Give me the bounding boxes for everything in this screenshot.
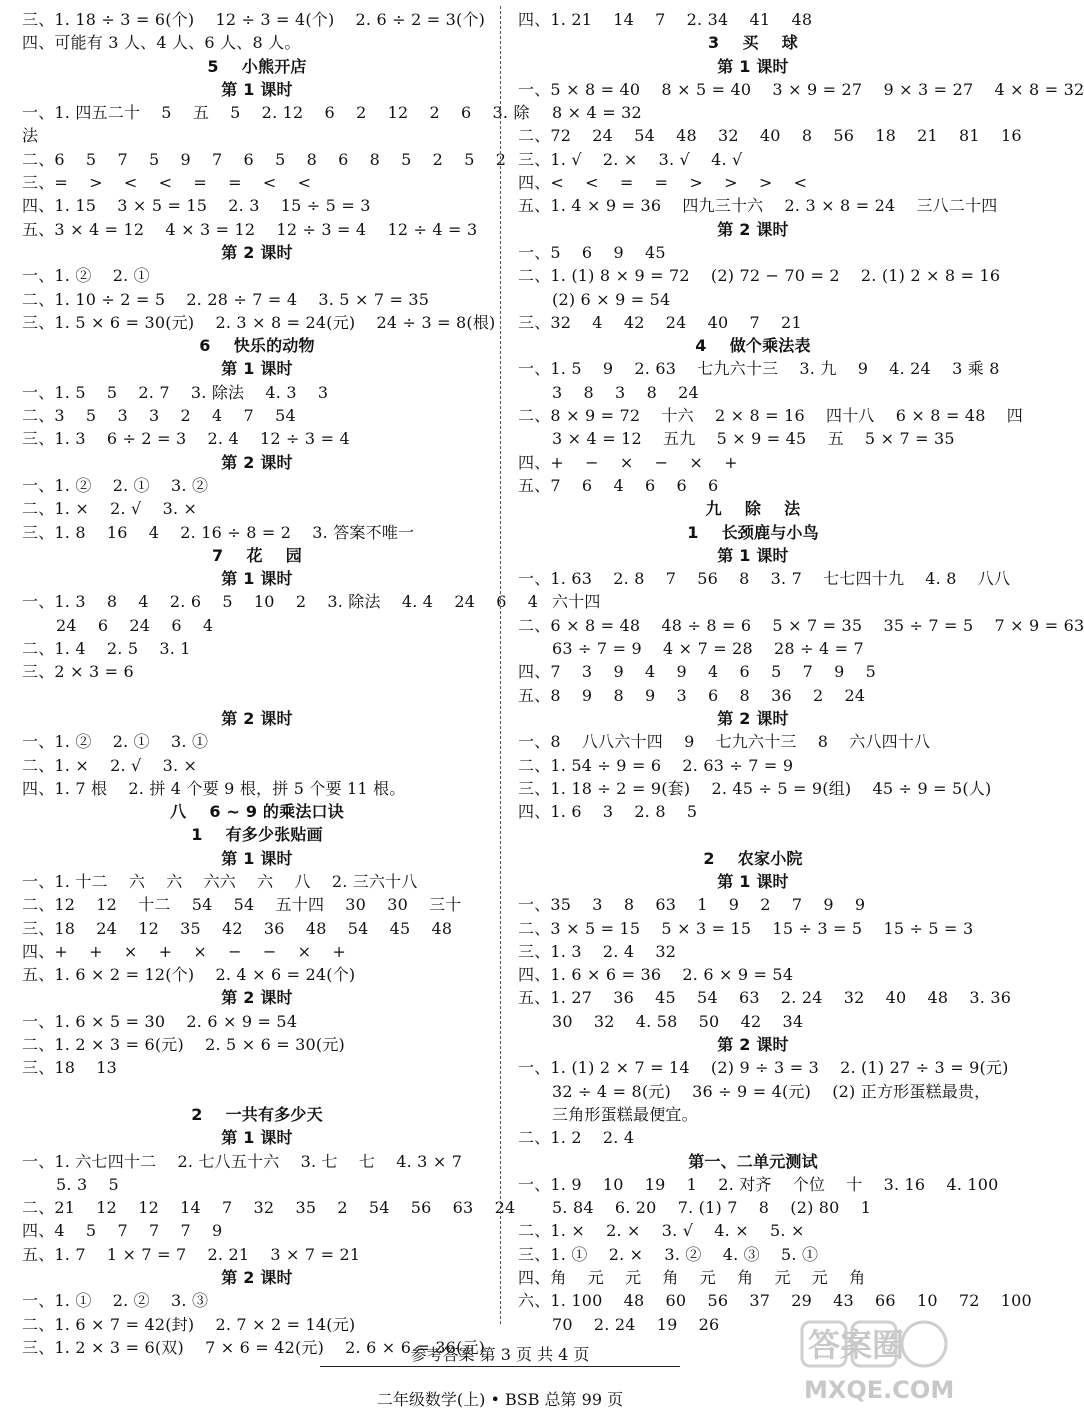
answer-line: 五、8 9 8 9 3 6 8 36 2 24 (518, 685, 866, 705)
answer-line: 二、1. 2 × 3 = 6(元) 2. 5 × 6 = 30(元) (22, 1035, 345, 1055)
section-heading: 2 农家小院 (703, 848, 803, 868)
answer-line: 三、1. 18 ÷ 3 = 6(个) 12 ÷ 3 = 4(个) 2. 6 ÷ 2 = 3(个) (22, 10, 486, 29)
answer-line: 四、1. 7 根 2. 拼 4 个要 9 根，拼 5 个要 11 根。 (22, 778, 406, 798)
answer-line: 三、1. 18 ÷ 2 = 9(套) 2. 45 ÷ 5 = 9(组) 45 ÷ 9 = 5(人) (518, 778, 992, 798)
section-heading: 第 2 课时 (221, 452, 293, 472)
answer-line: 四、+ − × − × + (518, 452, 738, 472)
answer-line: 一、1. 6 × 5 = 30 2. 6 × 9 = 54 (22, 1011, 298, 1031)
answer-line: 3 8 3 8 24 (552, 382, 699, 402)
answer-line: 一、1. 5 9 2. 63 七九六十三 3. 九 9 4. 24 3 乘 8 (518, 359, 1000, 379)
answer-line: 二、3 × 5 = 15 5 × 3 = 15 15 ÷ 3 = 5 15 ÷ 5 = 3 (518, 918, 974, 938)
answer-line: 四、+ + × + × − − × + (22, 941, 347, 961)
answer-line: 三、18 13 (22, 1058, 118, 1078)
column-divider (500, 6, 501, 1324)
section-heading: 第 2 课时 (717, 219, 789, 239)
answer-line: 三、1. 3 2. 4 32 (518, 941, 677, 961)
answer-line: 四、1. 6 3 2. 8 5 (518, 802, 698, 822)
answer-line: 一、1. ② 2. ① 3. ① (22, 732, 209, 752)
section-heading: 5 小熊开店 (207, 56, 307, 76)
answer-line: 三、1. 5 × 6 = 30(元) 2. 3 × 8 = 24(元) 24 ÷ 3 = 8(根) (22, 312, 496, 332)
section-heading: 第 1 课时 (221, 79, 293, 99)
answer-line: 二、1. 2 2. 4 (518, 1128, 635, 1148)
answer-line: 五、1. 4 × 9 = 36 四九三十六 2. 3 × 8 = 24 三八二十四 (518, 196, 998, 216)
answer-line: 三、32 4 42 24 40 7 21 (518, 312, 802, 332)
answer-line: 三、= > < < = = < < (22, 173, 312, 193)
section-heading: 第一、二单元测试 (688, 1151, 818, 1171)
section-heading: 3 买 球 (708, 33, 798, 53)
section-heading: 6 快乐的动物 (199, 336, 315, 356)
answer-line: 70 2. 24 19 26 (552, 1314, 720, 1334)
footer-page-info: 参考答案 第 3 页 共 4 页 (410, 1345, 590, 1364)
answer-line: 五、1. 27 36 45 54 63 2. 24 32 40 48 3. 36 (518, 988, 1012, 1008)
answer-line: 五、3 × 4 = 12 4 × 3 = 12 12 ÷ 3 = 4 12 ÷ 4 = 3 (22, 219, 478, 239)
answer-line: 3 × 4 = 12 五九 5 × 9 = 45 五 5 × 7 = 35 (552, 429, 955, 449)
answer-line: 五、7 6 4 6 6 6 (518, 475, 719, 495)
answer-line: 三角形蛋糕最便宜。 (552, 1104, 698, 1124)
answer-line: 一、5 6 9 45 (518, 242, 666, 262)
answer-line: 一、8 八八六十四 9 七九六十三 8 六八四十八 (518, 732, 931, 752)
answer-line: 一、1. 四五二十 5 五 5 2. 12 6 2 12 2 6 3. 除 (22, 103, 530, 123)
section-heading: 第 1 课时 (221, 848, 293, 868)
answer-line (518, 823, 988, 846)
answer-line: 二、8 × 9 = 72 十六 2 × 8 = 16 四十八 6 × 8 = 48 四 (518, 406, 1023, 426)
answer-line: 一、1. (1) 2 × 7 = 14 (2) 9 ÷ 3 = 3 2. (1) 27 ÷ 3 = 9(元) (518, 1058, 1009, 1078)
section-heading: 2 一共有多少天 (191, 1104, 323, 1124)
answer-line: 二、6 × 8 = 48 48 ÷ 8 = 6 5 × 7 = 35 35 ÷ 7 = 5 7 × 9 = 63 (518, 615, 1084, 635)
answer-line: (2) 6 × 9 = 54 (552, 289, 671, 309)
answer-line: 8 × 4 = 32 (552, 103, 642, 123)
answer-line: 二、1. 54 ÷ 9 = 6 2. 63 ÷ 7 = 9 (518, 755, 794, 775)
answer-line: 六十四 (552, 592, 601, 612)
section-heading: 八 6 ~ 9 的乘法口诀 (170, 802, 344, 822)
section-heading: 第 2 课时 (221, 708, 293, 728)
section-heading: 第 1 课时 (717, 871, 789, 891)
answer-line: 四、< < = = > > > < (518, 173, 808, 193)
answer-line: 四、可能有 3 人、4 人、6 人、8 人。 (22, 33, 301, 53)
answer-line: 一、1. ② 2. ① (22, 266, 150, 286)
answer-line: 二、1. × 2. √ 3. × (22, 499, 198, 519)
answer-line: 二、72 24 54 48 32 40 8 56 18 21 81 16 (518, 126, 1022, 146)
answer-line: 三、1. ① 2. × 3. ② 4. ③ 5. ① (518, 1244, 819, 1264)
answer-line: 三、1. 8 16 4 2. 16 ÷ 8 = 2 3. 答案不唯一 (22, 522, 415, 542)
answer-line: 二、1. 10 ÷ 2 = 5 2. 28 ÷ 7 = 4 3. 5 × 7 = 35 (22, 289, 430, 309)
answer-line: 一、1. 十二 六 六 六六 六 八 2. 三六十八 (22, 871, 418, 891)
section-heading: 第 1 课时 (717, 545, 789, 565)
right-column (518, 8, 1084, 1336)
answer-line: 四、1. 21 14 7 2. 34 41 48 (518, 10, 813, 29)
answer-line: 32 ÷ 4 = 8(元) 36 ÷ 9 = 4(元) (2) 正方形蛋糕最贵， (552, 1081, 991, 1101)
watermark-url: MXQE.COM (804, 1376, 955, 1404)
answer-line: 二、1. (1) 8 × 9 = 72 (2) 72 − 70 = 2 2. (1) 2 × 8 = 16 (518, 266, 1001, 286)
answer-line: 三、1. √ 2. × 3. √ 4. √ (518, 149, 743, 169)
section-heading: 第 2 课时 (717, 708, 789, 728)
section-heading: 7 花 园 (212, 545, 302, 565)
answer-line (22, 1080, 492, 1103)
answer-line: 二、1. 6 × 7 = 42(封) 2. 7 × 2 = 14(元) (22, 1314, 356, 1334)
section-heading: 九 除 法 (705, 499, 801, 519)
answer-line: 法 (22, 126, 39, 146)
answer-line (22, 684, 492, 707)
answer-line: 30 32 4. 58 50 42 34 (552, 1011, 804, 1031)
answer-line: 五、1. 6 × 2 = 12(个) 2. 4 × 6 = 24(个) (22, 965, 356, 985)
answer-line: 二、1. × 2. × 3. √ 4. × 5. × (518, 1221, 805, 1241)
answer-line: 一、1. 5 5 2. 7 3. 除法 4. 3 3 (22, 382, 329, 402)
answer-line: 三、18 24 12 35 42 36 48 54 45 48 (22, 918, 453, 938)
section-heading: 第 1 课时 (221, 359, 293, 379)
answer-line: 24 6 24 6 4 (56, 615, 214, 635)
answer-line: 三、1. 2 × 3 = 6(双) 7 × 6 = 42(元) 2. 6 × 6 = 36(元) (22, 1337, 486, 1357)
answer-line: 5. 3 5 (56, 1174, 119, 1194)
section-heading: 第 1 课时 (717, 56, 789, 76)
answer-line: 四、角 元 元 角 元 角 元 元 角 (518, 1268, 866, 1288)
answer-line: 一、1. ② 2. ① 3. ② (22, 475, 209, 495)
watermark-logo (798, 1318, 994, 1404)
watermark-text: 答案圈 (808, 1326, 905, 1364)
answer-line: 四、1. 6 × 6 = 36 2. 6 × 9 = 54 (518, 965, 794, 985)
footer-rule (320, 1366, 680, 1389)
answer-line: 二、3 5 3 3 2 4 7 54 (22, 406, 296, 426)
section-heading: 第 1 课时 (221, 1128, 293, 1148)
section-heading: 第 2 课时 (717, 1035, 789, 1055)
answer-line: 5. 84 6. 20 7. (1) 7 8 (2) 80 1 (552, 1198, 872, 1218)
answer-line: 一、1. 9 10 19 1 2. 对齐 个位 十 3. 16 4. 100 (518, 1174, 999, 1194)
answer-line: 63 ÷ 7 = 9 4 × 7 = 28 28 ÷ 4 = 7 (552, 639, 864, 659)
answer-line: 四、1. 15 3 × 5 = 15 2. 3 15 ÷ 5 = 3 (22, 196, 371, 216)
answer-line: 二、6 5 7 5 9 7 6 5 8 6 8 5 2 5 2 (22, 149, 507, 169)
answer-line: 二、1. × 2. √ 3. × (22, 755, 198, 775)
answer-line: 三、1. 3 6 ÷ 2 = 3 2. 4 12 ÷ 3 = 4 (22, 429, 350, 449)
answer-line: 二、12 12 十二 54 54 五十四 30 30 三十 (22, 895, 462, 915)
section-heading: 1 有多少张贴画 (191, 825, 323, 845)
section-heading: 第 1 课时 (221, 569, 293, 589)
answer-line: 六、1. 100 48 60 56 37 29 43 66 10 72 100 (518, 1291, 1032, 1311)
answer-line: 二、21 12 12 14 7 32 35 2 54 56 63 24 (22, 1198, 516, 1218)
answer-line: 一、5 × 8 = 40 8 × 5 = 40 3 × 9 = 27 9 × 3 = 27 4 × 8 = 32 (518, 79, 1084, 99)
section-heading: 第 2 课时 (221, 988, 293, 1008)
section-heading: 4 做个乘法表 (695, 336, 811, 356)
answer-line: 一、1. 63 2. 8 7 56 8 3. 7 七七四十九 4. 8 八八 (518, 569, 1011, 589)
answer-line: 一、1. 3 8 4 2. 6 5 10 2 3. 除法 4. 4 24 6 4 (22, 592, 539, 612)
section-heading: 1 长颈鹿与小鸟 (687, 522, 819, 542)
answer-line: 四、7 3 9 4 9 4 6 5 7 9 5 (518, 662, 877, 682)
answer-line: 一、1. 六七四十二 2. 七八五十六 3. 七 七 4. 3 × 7 (22, 1151, 463, 1171)
answer-line: 一、1. ① 2. ② 3. ③ (22, 1291, 209, 1311)
answer-line: 五、1. 7 1 × 7 = 7 2. 21 3 × 7 = 21 (22, 1244, 361, 1264)
section-heading: 第 2 课时 (221, 242, 293, 262)
footer-book-info: 二年级数学(上) • BSB 总第 99 页 (376, 1390, 624, 1409)
section-heading: 第 2 课时 (221, 1268, 293, 1288)
answer-line: 三、2 × 3 = 6 (22, 662, 134, 682)
answer-line: 一、35 3 8 63 1 9 2 7 9 9 (518, 895, 866, 915)
answer-line: 二、1. 4 2. 5 3. 1 (22, 639, 191, 659)
answer-line: 四、4 5 7 7 7 9 (22, 1221, 223, 1241)
